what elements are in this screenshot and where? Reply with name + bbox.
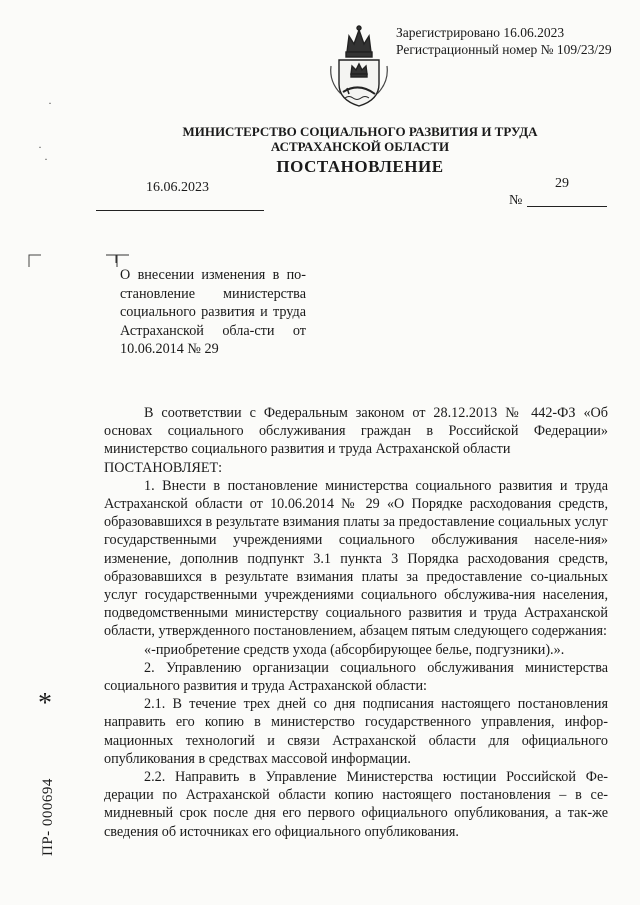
ministry-heading	[0, 124, 640, 154]
ministry-line2: АСТРАХАНСКОЙ ОБЛАСТИ	[270, 139, 450, 154]
resolution-word: ПОСТАНОВЛЯЕТ:	[104, 459, 223, 476]
ministry-line1: МИНИСТЕРСТВО СОЦИАЛЬНОГО РАЗВИТИЯ И ТРУДА	[182, 124, 538, 139]
registration-stamp	[396, 24, 612, 58]
date-underline	[96, 210, 264, 211]
registration-date: Зарегистрировано 16.06.2023	[396, 25, 565, 40]
document-number: 29	[555, 176, 569, 191]
margin-asterisk: *	[38, 688, 52, 719]
corner-mark-icon	[28, 254, 42, 268]
scan-mark: ·	[48, 96, 52, 110]
paragraph-2-1: 2.1. В течение трех дней со дня подписания настоящего постановления направить его копию в министерство государственного управления, инфор-мационных технологий и связи Астраханской области для официального опубликования в средствах массовой информации.	[104, 696, 608, 767]
paragraph-2: 2. Управлению организации социального обслуживания министерства социального развития и труда Астраханской области:	[104, 659, 608, 695]
paragraph-1-addition: «-приобретение средств ухода (абсорбирующее белье, подгузники).».	[144, 641, 565, 658]
paragraph-2-2: 2.2. Направить в Управление Министерства юстиции Российской Фе-дерации по Астраханской области копию настоящего постановления – в се-мидневный срок после дня его первого официального опубликования, а так-же сведения об источниках его официального опубликования.	[104, 769, 608, 840]
paragraph-1: 1. Внести в постановление министерства социального развития и труда Астраханской области от 10.06.2014 № 29 «О Порядке расходования средств, образовавшихся в результате взимания платы за предоставление социальных услуг государственными учреждениями социального обслуживания населе-ния» изменение, дополнив подпункт 3.1 пункта 3 Порядка расходования средств, образовавшихся в результате взимания платы за предоставление со-циальных услуг государственными учреждениями социального обслужива-ния населения, подведомственными министерству социального развития и труда Астраханской области, утвержденного постановлением, абзацем пятым следующего содержания:	[104, 477, 608, 640]
scan-mark: ·	[38, 140, 42, 154]
coat-of-arms-icon	[327, 22, 391, 108]
document-subject: О внесении изменения в по-становление министерства социального развития и труда Астраханской обла-сти от 10.06.2014 № 29	[120, 267, 306, 357]
scan-mark: ·	[44, 152, 48, 166]
preamble-text: В соответствии с Федеральным законом от 28.12.2013 № 442-ФЗ «Об основах социального обслуживания граждан в Российской Федерации» министерство социального развития и труда Астраханской области	[104, 405, 608, 458]
number-sign: №	[509, 193, 523, 208]
paragraph-preamble	[104, 404, 608, 477]
registration-number: Регистрационный номер № 109/23/29	[396, 42, 612, 57]
bracket-right-icon	[106, 254, 118, 264]
number-underline	[527, 206, 607, 207]
document-date: 16.06.2023	[146, 180, 209, 195]
document-type: ПОСТАНОВЛЕНИЕ	[276, 157, 444, 176]
document-body	[104, 404, 608, 841]
margin-code: ПР- 000694	[40, 778, 56, 856]
